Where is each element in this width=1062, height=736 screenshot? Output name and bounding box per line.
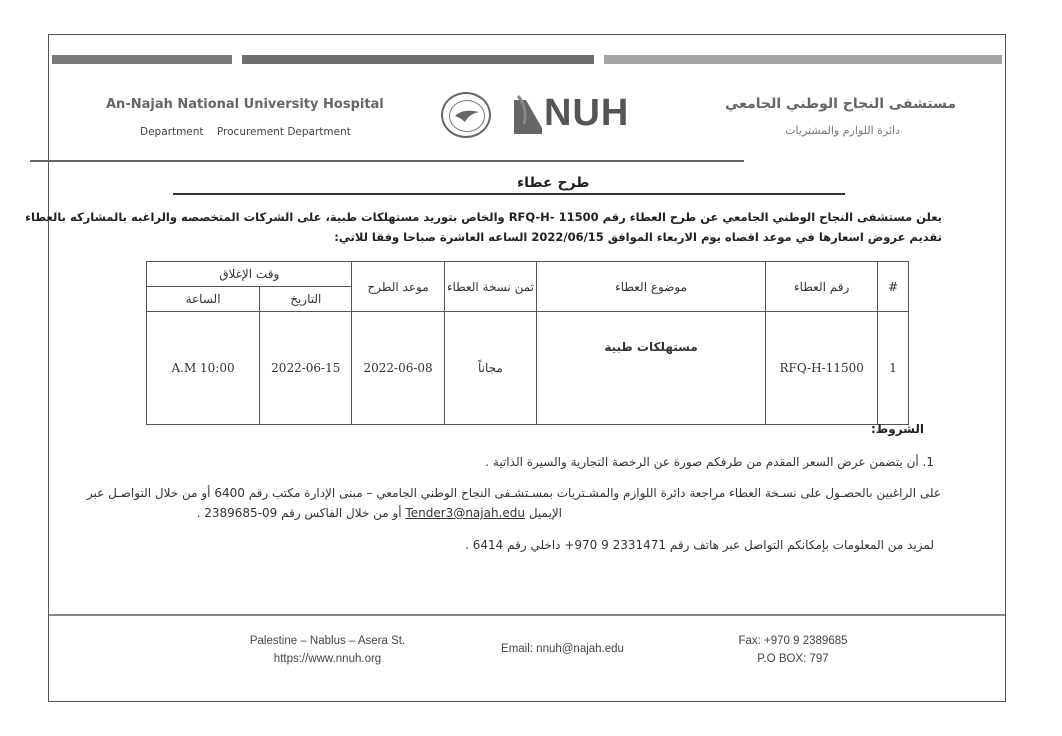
condition-item-3 — [197, 506, 562, 520]
department-label: Department — [140, 126, 204, 138]
cell-subject: مستهلكات طبية — [537, 312, 766, 425]
tender-email-link[interactable]: Tender3@najah.edu — [405, 506, 525, 520]
table-row — [147, 312, 909, 425]
footer-divider — [49, 614, 1005, 616]
footer-email[interactable]: Email: nnuh@najah.edu — [501, 643, 624, 655]
department-en — [140, 126, 361, 138]
condition-item-1: 1. أن يتضمن عرض السعر المقدم من طرفكم صورة عن الرخصة التجارية والسيرة الذاتية . — [485, 455, 934, 469]
footer-address-block — [240, 632, 415, 668]
header-bar — [242, 55, 594, 64]
hospital-name-ar: مستشفى النجاح الوطني الجامعي — [725, 96, 956, 112]
header-bar — [604, 55, 1002, 64]
logo-text: NUH — [544, 92, 630, 134]
condition-item-2: على الراغبين بالحصـول على نسـخة العطاء مراجعة دائرة اللوازم والمشـتريات بمسـتشـفى النجاح الوطني الجامعي – مبنى الإدارة مكتب رقم 6400 أو من خلال التواصـل عبر — [86, 486, 941, 500]
intro-line-1: يعلن مستشفى النجاح الوطني الجامعي عن طرح العطاء رقم RFQ-H- 11500 والخاص بتوريد مستهلكات طبية، على الشركات المتخصصه والراغبه بالمشاركه بالعطاء — [25, 210, 942, 224]
footer-fax: Fax: +970 9 2389685 — [738, 635, 848, 647]
email-label: الإيميل — [528, 506, 562, 520]
intro-line-2: تقديم عروض اسعارها في موعد اقصاه يوم الاربعاء الموافق 2022/06/15 الساعه العاشرة صباحا وفقا للاتي: — [334, 230, 942, 244]
col-number: # — [878, 262, 909, 312]
cell-tender-ref: RFQ-H-11500 — [766, 312, 878, 425]
cell-closing-date: 2022-06-15 — [260, 312, 352, 425]
col-closing-time: وقت الإغلاق — [147, 262, 352, 287]
header-bar — [52, 55, 232, 64]
department-ar: دائرة اللوازم والمشتريات — [785, 124, 900, 137]
university-seal-icon — [441, 92, 491, 138]
header-divider — [30, 160, 744, 162]
table-header-row — [147, 262, 909, 287]
cell-number: 1 — [878, 312, 909, 425]
cell-closing-hour: A.M 10:00 — [147, 312, 260, 425]
footer-website[interactable]: https://www.nnuh.org — [273, 653, 382, 665]
nuh-logo — [510, 90, 655, 140]
fax-text: أو من خلال الفاكس رقم 09-2389685 . — [196, 506, 402, 520]
col-tender-ref: رقم العطاء — [766, 262, 878, 312]
condition-item-4: لمزيد من المعلومات بإمكانكم التواصل عبر هاتف رقم 2331471 9 970+ داخلي رقم 6414 . — [465, 538, 934, 552]
conditions-heading: الشروط: — [870, 422, 924, 436]
document-title: طرح عطاء — [517, 175, 590, 191]
footer-pobox: P.O BOX: 797 — [757, 653, 829, 665]
col-closing-date: التاريخ — [260, 287, 352, 312]
col-subject: موضوع العطاء — [537, 262, 766, 312]
col-open-date: موعد الطرح — [352, 262, 444, 312]
department-name: Procurement Department — [216, 126, 351, 138]
footer-contact-block — [728, 632, 858, 668]
title-underline — [173, 193, 845, 195]
tender-table — [146, 261, 909, 425]
cell-price: مجاناً — [444, 312, 536, 425]
cell-open-date: 2022-06-08 — [352, 312, 444, 425]
footer-address: Palestine – Nablus – Asera St. — [249, 635, 406, 647]
col-price: ثمن نسخة العطاء — [444, 262, 536, 312]
col-closing-hour: الساعة — [147, 287, 260, 312]
hospital-name-en: An-Najah National University Hospital — [106, 97, 384, 112]
